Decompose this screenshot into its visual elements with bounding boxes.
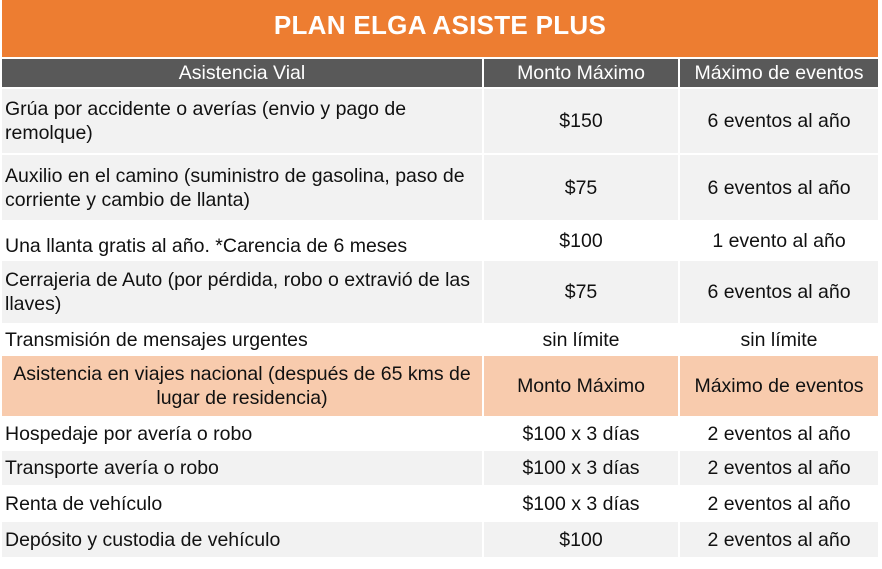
- amount-cell: $100 x 3 días: [482, 451, 678, 485]
- table-row: [2, 325, 878, 354]
- service-cell: Grúa por accidente o averías (envio y pago de remolque): [5, 98, 407, 144]
- table-header: [2, 59, 878, 87]
- events-cell: sin límite: [678, 325, 878, 354]
- subheader-events: Máximo de eventos: [678, 356, 878, 416]
- events-cell: 6 eventos al año: [678, 261, 878, 323]
- header-events: Máximo de eventos: [678, 59, 878, 87]
- table-row: [2, 487, 878, 520]
- events-cell: 6 eventos al año: [678, 89, 878, 153]
- table-row: [2, 522, 878, 557]
- table-row: [2, 418, 878, 449]
- amount-cell: $100 x 3 días: [482, 487, 678, 520]
- events-cell: 2 eventos al año: [678, 522, 878, 557]
- amount-cell: $75: [482, 261, 678, 323]
- header-amount: Monto Máximo: [482, 59, 678, 87]
- service-cell: Depósito y custodia de vehículo: [5, 528, 281, 551]
- section-subheader: [2, 356, 878, 416]
- service-cell: Transmisión de mensajes urgentes: [5, 328, 308, 351]
- amount-cell: $75: [482, 155, 678, 220]
- service-cell: Renta de vehículo: [5, 492, 163, 515]
- amount-cell: $100: [482, 522, 678, 557]
- subheader-service: Asistencia en viajes nacional (después de 65 kms de lugar de residencia): [13, 363, 471, 409]
- table-row: [2, 261, 878, 323]
- events-cell: 2 eventos al año: [678, 451, 878, 485]
- events-cell: 1 evento al año: [678, 222, 878, 259]
- amount-cell: sin límite: [482, 325, 678, 354]
- events-cell: 2 eventos al año: [678, 418, 878, 449]
- amount-cell: $100 x 3 días: [482, 418, 678, 449]
- plan-title: PLAN ELGA ASISTE PLUS: [2, 0, 878, 57]
- amount-cell: $150: [482, 89, 678, 153]
- table-row: [2, 222, 878, 259]
- table-row: [2, 155, 878, 220]
- service-cell: Transporte avería o robo: [5, 457, 219, 479]
- subheader-amount: Monto Máximo: [482, 356, 678, 416]
- service-cell: Auxilio en el camino (suministro de gasolina, paso de corriente y cambio de llanta): [5, 164, 465, 211]
- events-cell: 2 eventos al año: [678, 487, 878, 520]
- amount-cell: $100: [482, 222, 678, 259]
- service-cell: Cerrajeria de Auto (por pérdida, robo o extravió de las llaves): [5, 269, 471, 315]
- service-cell: Hospedaje por avería o robo: [5, 422, 253, 445]
- header-service: Asistencia Vial: [178, 62, 306, 84]
- events-cell: 6 eventos al año: [678, 155, 878, 220]
- service-cell: Una llanta gratis al año. *Carencia de 6 meses: [5, 234, 408, 257]
- table-row: [2, 89, 878, 153]
- table-row: [2, 451, 878, 485]
